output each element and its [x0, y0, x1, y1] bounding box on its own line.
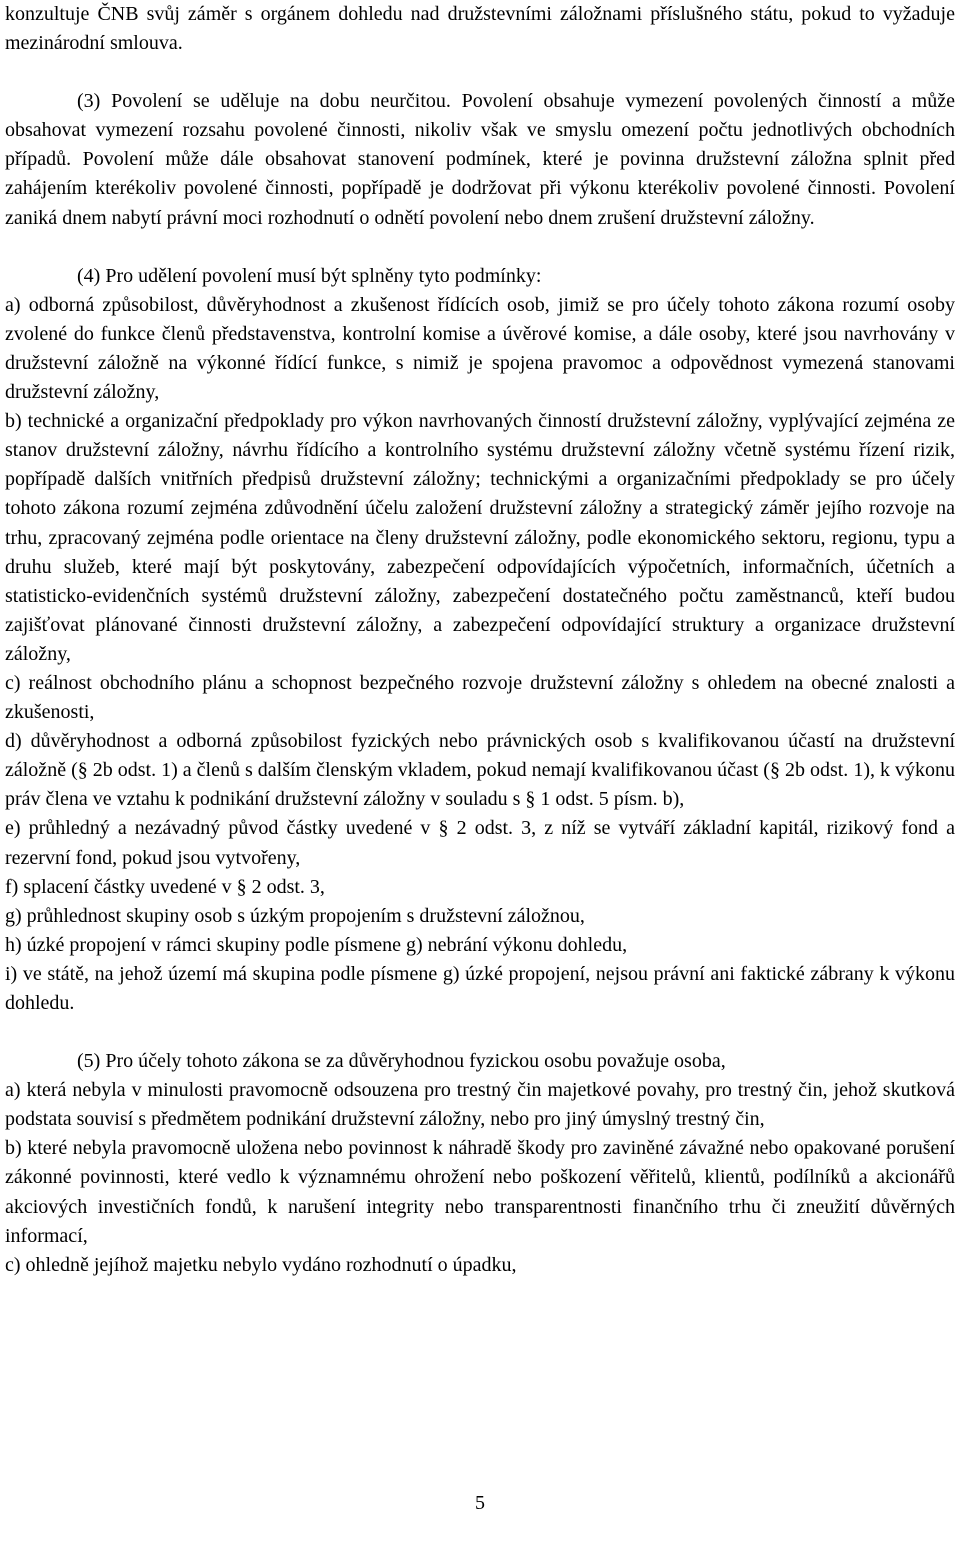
- paragraph-4-item-f: f) splacení částky uvedené v § 2 odst. 3,: [5, 875, 325, 898]
- document-page: [5, 0, 955, 1280]
- paragraph-4-item-c: c) reálnost obchodního plánu a schopnost bezpečného rozvoje družstevní záložny s ohledem na obecné znalosti a zkušenosti,: [5, 671, 955, 724]
- paragraph-4-item-h: h) úzké propojení v rámci skupiny podle písmene g) nebrání výkonu dohledu,: [5, 933, 628, 956]
- paragraph-4-item-a: a) odborná způsobilost, důvěryhodnost a zkušenost řídících osob, jimiž se pro účely tohoto zákona rozumí osoby zvolené do funkce členů představenstva, kontrolní komise a úvěrové komise, a dále osoby, které jsou navrhovány v družstevní záložně na výkonné řídící funkce, s nimiž je spojena pravomoc a odpovědnost vymezená stanovami družstevní záložny,: [5, 293, 955, 404]
- paragraph-spacer: [5, 233, 955, 262]
- page-number: 5: [475, 1492, 485, 1514]
- paragraph-5-item-c: c) ohledně jejíhož majetku nebylo vydáno rozhodnutí o úpadku,: [5, 1253, 517, 1276]
- paragraph-spacer: [5, 1018, 955, 1047]
- paragraph-4-heading: (4) Pro udělení povolení musí být splněny tyto podmínky:: [77, 264, 542, 287]
- paragraph-4-item-b: b) technické a organizační předpoklady pro výkon navrhovaných činností družstevní záložny, vyplývající zejména ze stanov družstevní záložny, návrhu řídícího a kontrolního systému družstevní záložny včetně systému řízení rizik, popřípadě dalších vnitřních předpisů družstevní záložny; technickými a organizačními předpoklady se pro účely tohoto zákona rozumí zejména zdůvodnění účelu založení družstevní záložny a strategický záměr jejího rozvoje na trhu, zpracovaný zejména podle orientace na členy družstevní záložny, podle ekonomického sektoru, regionu, typu a druhu služeb, které mají být poskytovány, zabezpečení odpovídajících výpočetních, informačních, účetních a statisticko-evidenčních systémů družstevní záložny, zabezpečení dostatečného počtu zaměstnanců, kteří budou zajišťovat plánované činnosti družstevní záložny, a zabezpečení odpovídající struktury a organizace družstevní záložny,: [5, 410, 955, 665]
- paragraph-5-item-a: a) která nebyla v minulosti pravomocně odsouzena pro trestný čin majetkové povahy, pro trestný čin, jehož skutková podstata souvisí s předmětem podnikání družstevní záložny, nebo pro jiný úmyslný trestný čin,: [5, 1079, 955, 1131]
- paragraph-4-item-i: i) ve státě, na jehož území má skupina podle písmene g) úzké propojení, nejsou právní ani faktické zábrany k výkonu dohledu.: [5, 962, 955, 1014]
- paragraph-4-item-e: e) průhledný a nezávadný původ částky uvedené v § 2 odst. 3, z níž se vytváří základní kapitál, rizikový fond a rezervní fond, pokud jsou vytvořeny,: [5, 817, 955, 869]
- paragraph-spacer: [5, 58, 955, 87]
- intro-paragraph: konzultuje ČNB svůj záměr s orgánem dohledu nad družstevními záložnami příslušného státu, pokud to vyžaduje mezinárodní smlouva.: [5, 3, 955, 55]
- paragraph-4-item-g: g) průhlednost skupiny osob s úzkým propojením s družstevní záložnou,: [5, 904, 585, 927]
- paragraph-5-heading: (5) Pro účely tohoto zákona se za důvěryhodnou fyzickou osobu považuje osoba,: [77, 1050, 726, 1073]
- paragraph-4-item-d: d) důvěryhodnost a odborná způsobilost fyzických nebo právnických osob s kvalifikovanou účastí na družstevní záložně (§ 2b odst. 1) a členů s dalším členským vkladem, pokud nemají kvalifikovanou účast (§ 2b odst. 1), k výkonu práv člena ve vztahu k podnikání družstevní záložny v souladu s § 1 odst. 5 písm. b),: [5, 730, 955, 811]
- paragraph-5-item-b: b) které nebyla pravomocně uložena nebo povinnost k náhradě škody pro zaviněné závažné nebo opakované porušení zákonné povinnosti, které vedlo k významnému ohrožení nebo poškození věřitelů, klientů, podílníků a akcionářů akciových investičních fondů, k narušení integrity nebo transparentnosti finančního trhu či zneužití důvěrných informací,: [5, 1137, 955, 1247]
- paragraph-3: (3) Povolení se uděluje na dobu neurčitou. Povolení obsahuje vymezení povolených činností a může obsahovat vymezení rozsahu povolené činnosti, nikoliv však ve smyslu omezení počtu jednotlivých obchodních případů. Povolení může dále obsahovat stanovení podmínek, které je povinna družstevní záložna splnit před zahájením kterékoliv povolené činnosti, popřípadě je dodržovat při výkonu kterékoliv povolené činnosti. Povolení zaniká dnem nabytí právní moci rozhodnutí o odnětí povolení nebo dnem zrušení družstevní záložny.: [5, 90, 955, 229]
